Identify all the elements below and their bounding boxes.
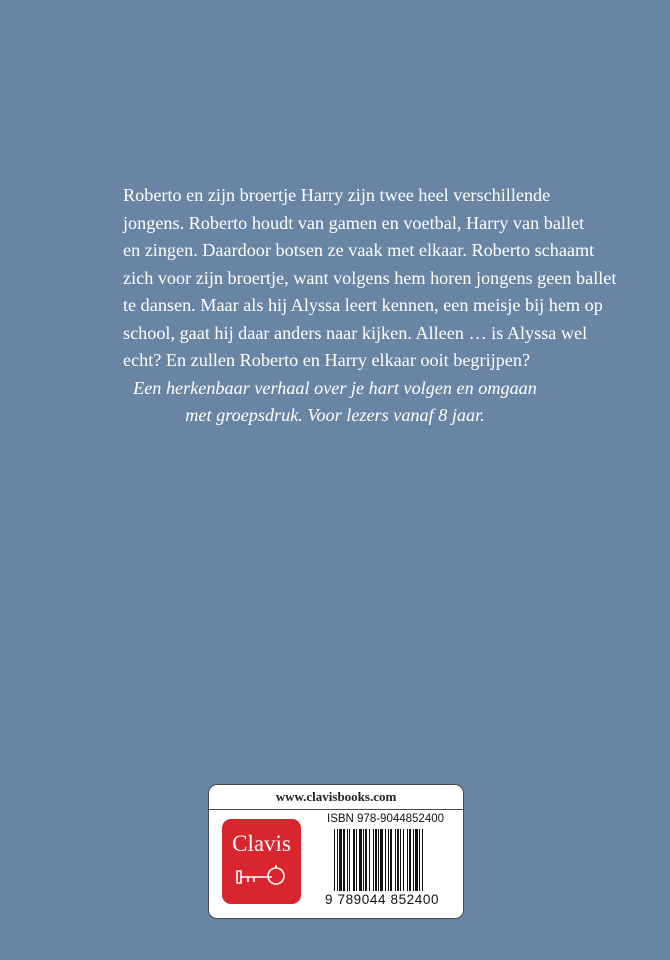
barcode-bar [378, 829, 379, 891]
isbn-barcode [333, 829, 451, 891]
barcode-bar [339, 829, 342, 891]
barcode-bar [403, 829, 404, 891]
back-cover-blurb [123, 182, 617, 375]
tagline-line-1: Een herkenbaar verhaal over je hart volgen en omgaan [133, 378, 537, 398]
barcode-bar [337, 829, 338, 891]
blurb-line: te dansen. Maar als hij Alyssa leert kennen, een meisje bij hem op [123, 295, 603, 315]
barcode-bar [363, 829, 364, 891]
publisher-barcode-panel [208, 784, 464, 919]
barcode-bar [359, 829, 362, 891]
barcode-bar [390, 829, 392, 891]
barcode-bar [353, 829, 355, 891]
barcode-bar [407, 829, 408, 891]
blurb-line: Roberto en zijn broertje Harry zijn twee heel verschillende [123, 185, 551, 205]
tagline [100, 375, 570, 429]
barcode-bar [385, 829, 386, 891]
key-icon [236, 865, 288, 891]
barcode-bar [365, 829, 367, 891]
barcode-bar [419, 829, 420, 891]
panel-divider [209, 809, 463, 810]
isbn-label: ISBN 978-9044852400 [327, 813, 445, 825]
blurb-line: school, gaat hij daar anders naar kijken. Alleen … is Alyssa wel [123, 322, 588, 343]
blurb-line: echt? En zullen Roberto en Harry elkaar ooit begrijpen? [123, 350, 531, 370]
barcode-bar [395, 829, 396, 891]
barcode-bar [373, 829, 374, 891]
barcode-bar [388, 829, 389, 891]
barcode-bar [375, 829, 377, 891]
barcode-bar [422, 829, 423, 891]
blurb-line: zich voor zijn broertje, want volgens hem horen jongens geen ballet [123, 267, 617, 288]
barcode-bar [397, 829, 399, 891]
publisher-url: www.clavisbooks.com [275, 789, 397, 804]
barcode-bar [415, 829, 418, 891]
barcode-bar [380, 829, 383, 891]
barcode-bar [409, 829, 411, 891]
blurb-line: en zingen. Daardoor botsen ze vaak met elkaar. Roberto schaamt [123, 240, 595, 260]
logo-wordmark: Clavis [232, 831, 291, 856]
barcode-bar [369, 829, 370, 891]
barcode-bar [349, 829, 350, 891]
barcode-bar [413, 829, 414, 891]
barcode-bar [343, 829, 345, 891]
barcode-bar [334, 829, 335, 891]
barcode-bar [347, 829, 348, 891]
blurb-line: jongens. Roberto houdt van gamen en voetbal, Harry van ballet [123, 212, 585, 233]
barcode-bar [400, 829, 401, 891]
tagline-line-2: met groepsdruk. Voor lezers vanaf 8 jaar. [185, 405, 485, 425]
ean-digits: 9 789044 852400 [325, 892, 440, 907]
publisher-logo [222, 819, 301, 904]
barcode-bar [356, 829, 357, 891]
